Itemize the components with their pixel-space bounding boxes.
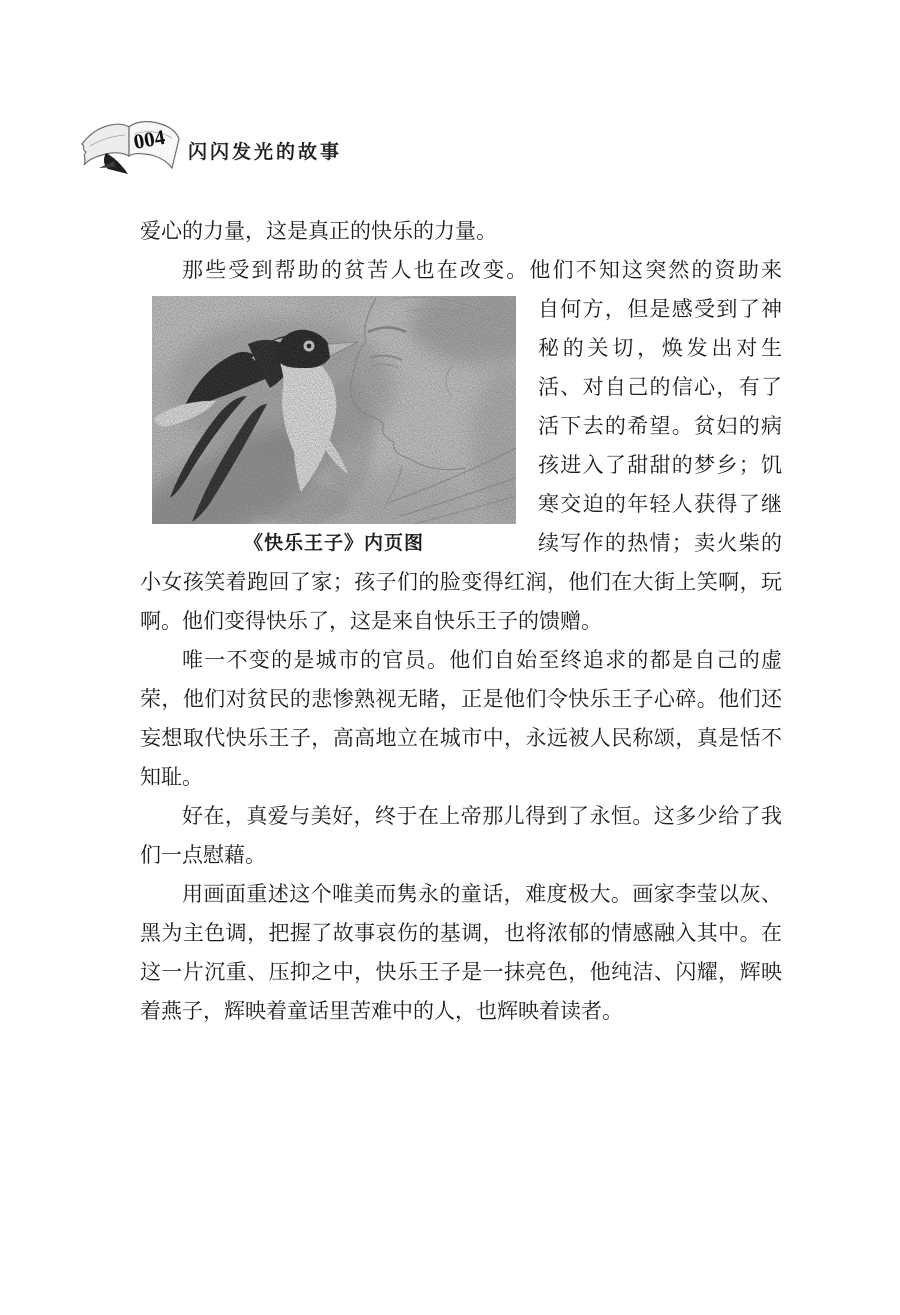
paragraph-help-rest: 自何方，但是感受到了神秘的关切，焕发出对生活、对自己的信心，有了活下去的希望。贫妇的病孩进入了甜甜的梦乡；饥寒交迫的年轻人获得了继续写作的热情；卖火柴的小女孩笑着跑回了家；孩子们的脸变得红润，他们在大街上笑啊，玩啊。他们变得快乐了，这是来自快乐王子的馈赠。 <box>140 297 782 633</box>
open-book-icon <box>76 116 184 176</box>
header-title: 闪闪发光的故事 <box>188 141 343 163</box>
paragraph-help-body <box>140 290 782 641</box>
paragraph-help-lead: 那些受到帮助的贫苦人也在改变。他们不知这突然的资助来 <box>182 258 782 282</box>
paragraph-eternal: 好在，真爱与美好，终于在上帝那儿得到了永恒。这多少给了我们一点慰藉。 <box>140 804 782 867</box>
page-header <box>76 116 342 176</box>
paragraph-artist: 用画面重述这个唯美而隽永的童话，难度极大。画家李莹以灰、黑为主色调，把握了故事哀伤的基调，也将浓郁的情感融入其中。在这一片沉重、压抑之中，快乐王子是一抹亮色，他纯洁、闪耀，辉映着燕子，辉映着童话里苦难中的人，也辉映着读者。 <box>140 882 782 1023</box>
article-body <box>140 212 782 1031</box>
page-number: 004 <box>131 124 167 154</box>
paragraph-officials: 唯一不变的是城市的官员。他们自始至终追求的都是自己的虚荣，他们对贫民的悲惨熟视无睹，正是他们令快乐王子心碎。他们还妄想取代快乐王子，高高地立在城市中，永远被人民称颂，真是恬不知耻。 <box>140 648 782 789</box>
illustration-image <box>152 296 516 524</box>
paragraph-intro: 爱心的力量，这是真正的快乐的力量。 <box>140 219 497 243</box>
happy-prince-illustration-figure <box>152 296 516 557</box>
figure-caption: 《快乐王子》内页图 <box>243 533 424 554</box>
